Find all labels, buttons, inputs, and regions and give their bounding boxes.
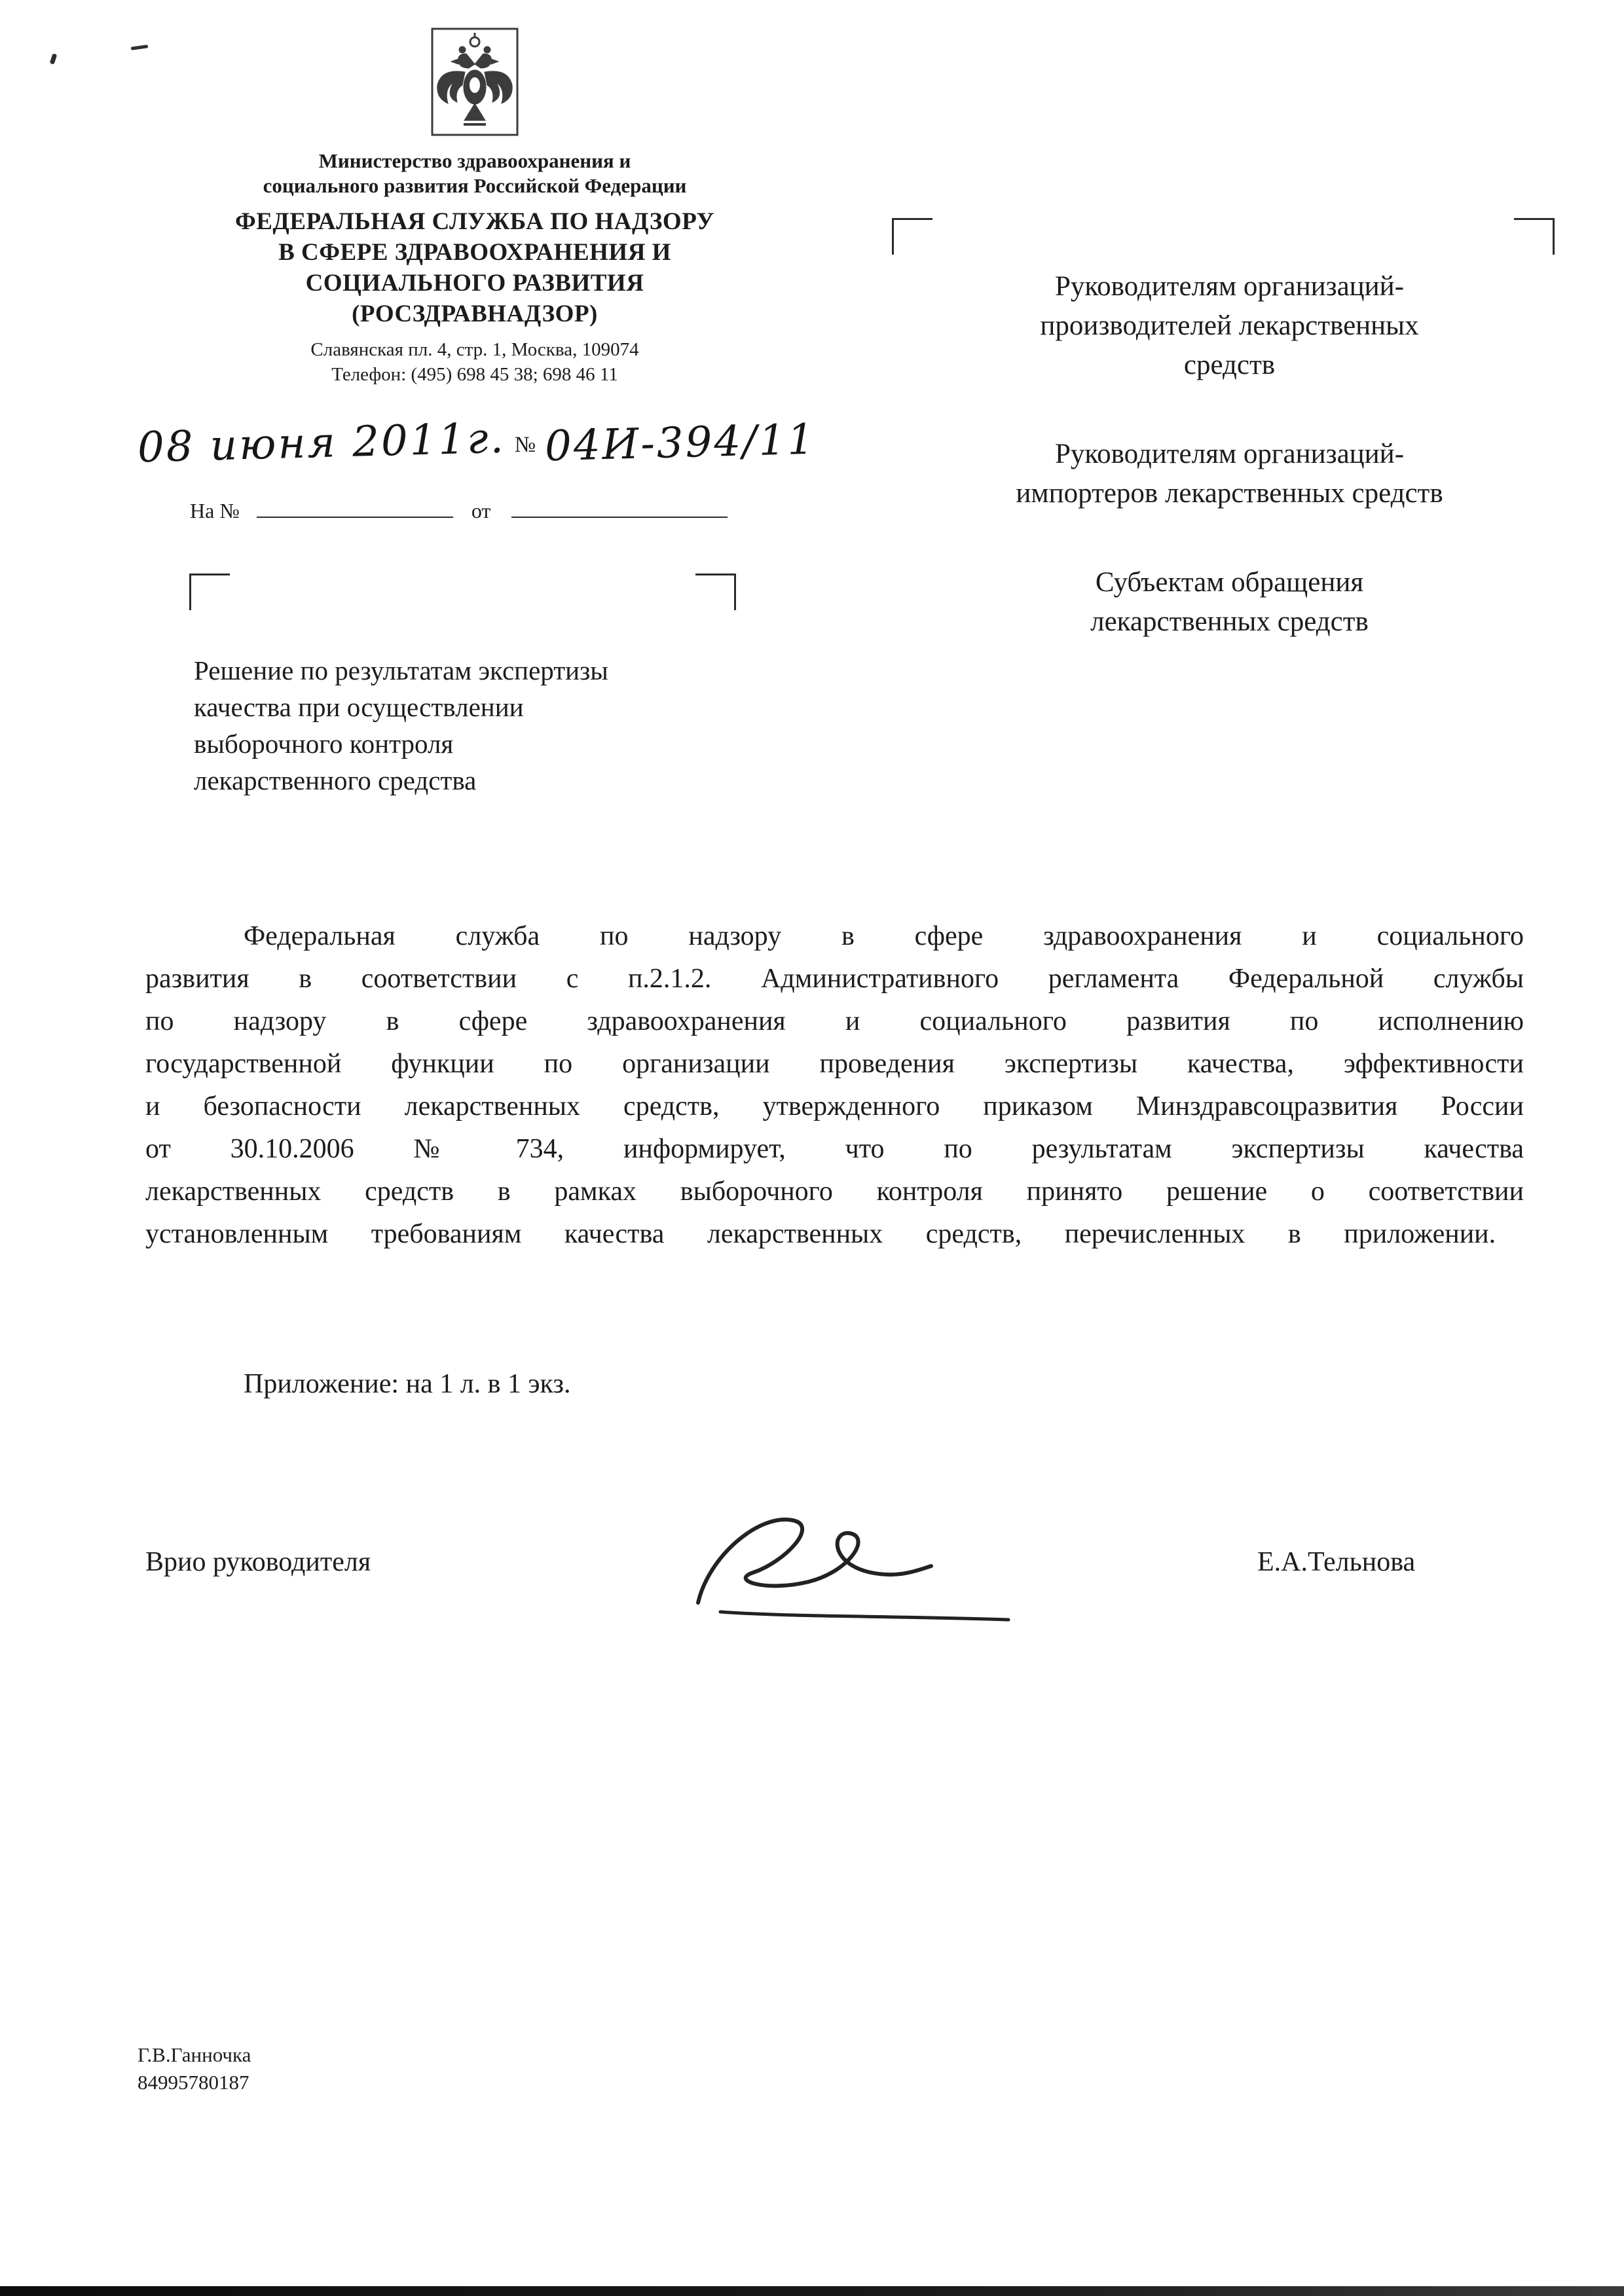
signer-position: Врио руководителя <box>145 1547 371 1577</box>
service-line: (РОСЗДРАВНАДЗОР) <box>352 301 598 327</box>
body-paragraph: Федеральная служба по надзору в сфере здравоохранения и социального развития в соответствии с п.2.1.2. Административного регламента Федеральной службы по надзору в сфере здравоохранения и социального развития по исполнению государственной функции по организации проведения экспертизы качества, эффективности и безопасности лекарственных средств, утвержденного приказом Минздравсоцразвития России от 30.10.2006 № 734, информирует, что по результатам экспертизы качества лекарственных средств в рамках выборочного контроля принято решение о соответствии установленным требованиям качества лекарственных средств, перечисленных в приложении. <box>145 921 1524 1249</box>
recipients-block <box>904 267 1555 691</box>
reply-reference-line <box>190 499 728 523</box>
scan-artifact <box>131 45 148 50</box>
executor-block <box>138 2041 251 2096</box>
recipient-line: лекарственных средств <box>1090 606 1369 637</box>
subject-line: выборочного контроля <box>194 729 454 759</box>
handwritten-date: 08 июня 2011г. <box>137 414 506 473</box>
executor-name: Г.В.Ганночка <box>138 2043 251 2066</box>
subject-block <box>194 652 737 799</box>
scan-artifact <box>50 53 58 64</box>
letterhead <box>164 25 786 387</box>
subject-zone-corner-mark <box>695 574 736 610</box>
scan-edge-artifact <box>0 2286 1624 2296</box>
blank-underline <box>511 500 728 518</box>
coat-of-arms-icon <box>426 25 524 139</box>
recipient-group <box>904 267 1555 385</box>
recipient-line: Субъектам обращения <box>1095 567 1364 598</box>
recipient-line: средств <box>1183 350 1276 380</box>
ministry-line: социального развития Российской Федерации <box>263 174 687 197</box>
address-zone-corner-mark <box>892 218 932 255</box>
recipient-line: Руководителям организаций- <box>1054 439 1405 469</box>
service-name <box>164 206 786 329</box>
subject-line: лекарственного средства <box>194 765 477 795</box>
ministry-name <box>164 149 786 198</box>
service-line: СОЦИАЛЬНОГО РАЗВИТИЯ <box>305 270 644 297</box>
executor-phone: 84995780187 <box>138 2071 249 2094</box>
service-line: ФЕДЕРАЛЬНАЯ СЛУЖБА ПО НАДЗОРУ <box>234 208 715 235</box>
outgoing-reference-line <box>137 414 871 473</box>
letterhead-contact <box>164 337 786 387</box>
address-zone-corner-mark <box>1514 218 1555 255</box>
attachment-line: Приложение: на 1 л. в 1 экз. <box>244 1369 571 1399</box>
recipient-group <box>904 435 1555 513</box>
recipient-line: Руководителям организаций- <box>1054 271 1405 302</box>
recipient-group <box>904 563 1555 642</box>
from-label: от <box>471 499 491 522</box>
on-number-label: На № <box>190 499 240 522</box>
signature-icon <box>674 1499 1028 1643</box>
blank-underline <box>257 500 453 518</box>
number-sign: № <box>514 433 536 457</box>
subject-line: Решение по результатам экспертизы <box>194 655 608 685</box>
recipient-line: импортеров лекарственных средств <box>1016 478 1443 509</box>
subject-zone-corner-mark <box>189 574 230 610</box>
signer-name: Е.А.Тельнова <box>1257 1547 1416 1577</box>
service-line: В СФЕРЕ ЗДРАВООХРАНЕНИЯ И <box>278 239 671 266</box>
letterhead-address: Славянская пл. 4, стр. 1, Москва, 109074 <box>310 339 639 360</box>
handwritten-number: 04И-394/11 <box>544 415 817 471</box>
ministry-line: Министерство здравоохранения и <box>318 149 631 172</box>
subject-line: качества при осуществлении <box>194 692 524 722</box>
letterhead-phone: Телефон: (495) 698 45 38; 698 46 11 <box>331 364 618 385</box>
recipient-line: производителей лекарственных <box>1040 310 1419 341</box>
